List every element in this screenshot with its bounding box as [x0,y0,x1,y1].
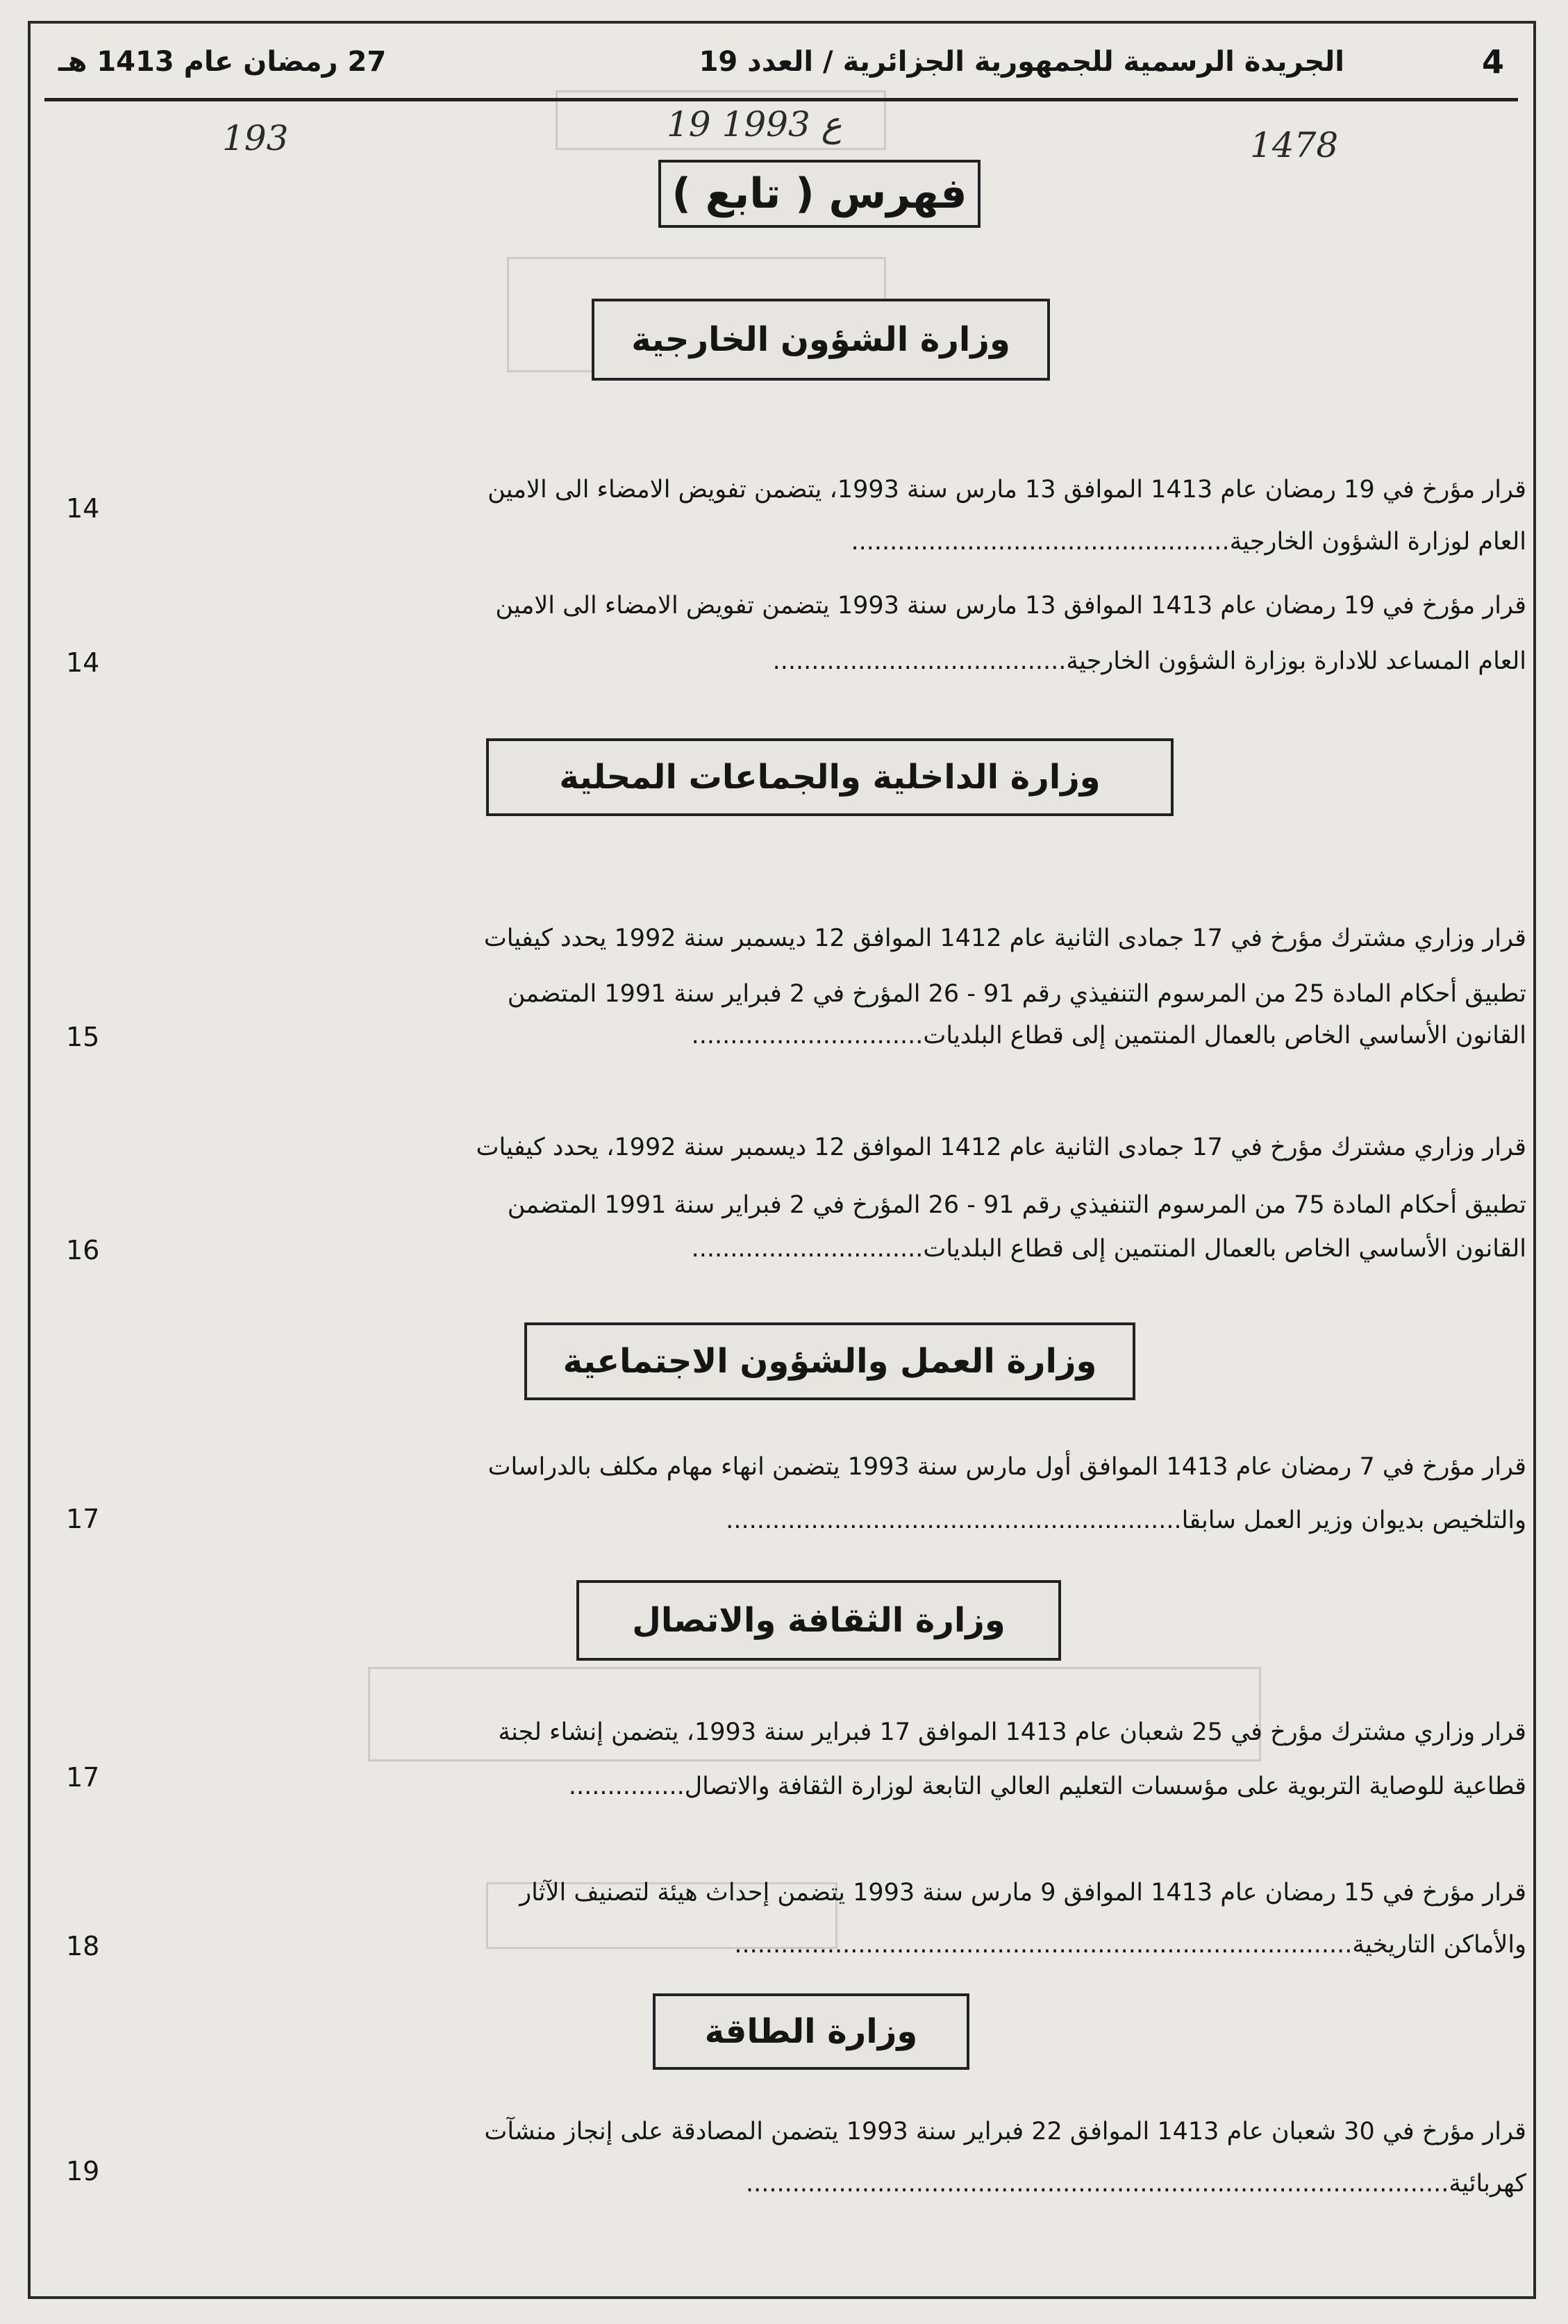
ministry-heading-culture: وزارة الثقافة والاتصال [576,1580,1061,1661]
header-publication: الجريدة الرسمية للجمهورية الجزائرية / العدد 19 [699,46,1344,78]
entry-line: قرار مؤرخ في 19 رمضان عام 1413 الموافق 13 مارس سنة 1993، يتضمن تفويض الامضاء الى الامين [487,476,1526,504]
entry-line: العام لوزارة الشؤون الخارجية................................................. [851,528,1526,556]
entry-page-number: 14 [66,647,100,678]
header-date: 27 رمضان عام 1413 هـ [58,46,387,78]
entry-line: القانون الأساسي الخاص بالعمال المنتمين إلى قطاع البلديات.............................. [691,1022,1526,1049]
entry-page-number: 15 [66,1022,100,1052]
ministry-heading-energy: وزارة الطاقة [653,1993,969,2070]
entry-line: قرار وزاري مشترك مؤرخ في 17 جمادى الثانية عام 1412 الموافق 12 ديسمبر سنة 1992، يحدد كيفيات [476,1134,1526,1161]
entry-line: قرار مؤرخ في 30 شعبان عام 1413 الموافق 22 فبراير سنة 1993 يتضمن المصادقة على إنجاز منشآت [484,2118,1526,2145]
entry-line: كهربائية........................................................................................... [746,2170,1526,2198]
entry-line: قرار مؤرخ في 15 رمضان عام 1413 الموافق 9 مارس سنة 1993 يتضمن إحداث هيئة لتصنيف الآثار [519,1879,1526,1907]
entry-page-number: 19 [66,2156,100,2186]
ministry-heading-foreign-affairs: وزارة الشؤون الخارجية [592,299,1050,381]
entry-line: تطبيق أحكام المادة 25 من المرسوم التنفيذي رقم 91 - 26 المؤرخ في 2 فبراير سنة 1991 المتضمن [507,980,1526,1008]
entry-page-number: 14 [66,493,100,524]
entry-line: قرار مؤرخ في 7 رمضان عام 1413 الموافق أول مارس سنة 1993 يتضمن انهاء مهام مكلف بالدراسات [487,1453,1526,1481]
handwritten-note-left: 193 [222,118,289,158]
entry-page-number: 17 [66,1504,100,1534]
entry-page-number: 16 [66,1235,100,1265]
entry-line: القانون الأساسي الخاص بالعمال المنتمين إلى قطاع البلديات.............................. [691,1235,1526,1263]
entry-line: قرار وزاري مشترك مؤرخ في 25 شعبان عام 1413 الموافق 17 فبراير سنة 1993، يتضمن إنشاء لجنة [498,1718,1526,1746]
page-title: فهرس ( تابع ) [658,160,981,228]
handwritten-note-center: 19 ع 1993 [667,104,842,144]
handwritten-note-right: 1478 [1250,125,1339,165]
entry-line: تطبيق أحكام المادة 75 من المرسوم التنفيذي رقم 91 - 26 المؤرخ في 2 فبراير سنة 1991 المتضمن [507,1191,1526,1219]
entry-line: قرار وزاري مشترك مؤرخ في 17 جمادى الثانية عام 1412 الموافق 12 ديسمبر سنة 1992 يحدد كيفيات [483,924,1526,952]
entry-line: قطاعية للوصاية التربوية على مؤسسات التعليم العالي التابعة لوزارة الثقافة والاتصال............... [568,1773,1526,1800]
entry-page-number: 17 [66,1762,100,1793]
entry-line: والتلخيص بديوان وزير العمل سابقا........................................................... [726,1507,1526,1534]
entry-line: قرار مؤرخ في 19 رمضان عام 1413 الموافق 13 مارس سنة 1993 يتضمن تفويض الامضاء الى الامين [495,592,1526,620]
header-page-number: 4 [1481,43,1504,81]
ministry-heading-interior: وزارة الداخلية والجماعات المحلية [486,738,1174,816]
ministry-heading-labour: وزارة العمل والشؤون الاجتماعية [524,1322,1135,1400]
entry-line: العام المساعد للادارة بوزارة الشؤون الخارجية...................................... [772,647,1526,675]
page-header [44,36,1518,101]
entry-page-number: 18 [66,1931,100,1961]
entry-line: والأماكن التاريخية................................................................................ [734,1931,1526,1959]
